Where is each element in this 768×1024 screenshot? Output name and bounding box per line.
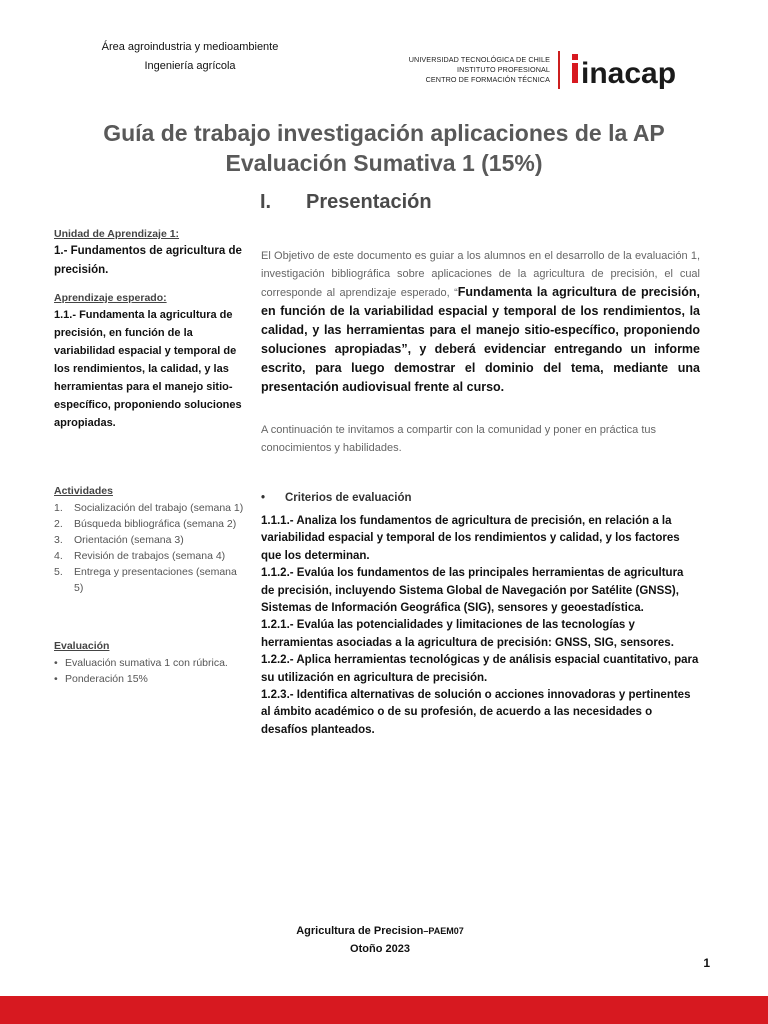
evaluacion-list	[54, 655, 244, 687]
title-line-2: Evaluación Sumativa 1 (15%)	[225, 150, 543, 176]
footer-brand-bar	[0, 996, 768, 1024]
unidad-label: Unidad de Aprendizaje 1:	[54, 228, 180, 240]
criterios-title: Criterios de evaluación	[285, 492, 412, 504]
criterio-item: 1.2.1.- Evalúa las potencialidades y limitaciones de las tecnologías y herramientas asociadas a la agricultura de precisión: GNSS, SIG, sensores.	[261, 619, 674, 649]
criterio-item: 1.1.2.- Evalúa los fundamentos de las principales herramientas de agricultura de precisión, incluyendo Sistema Global de Navegación por Satélite (GNSS), Sistemas de Información Geográfica (SIG), sensores y geoestadística.	[261, 567, 684, 615]
list-item	[54, 655, 244, 671]
list-item	[54, 516, 244, 532]
logo-text: inacap	[581, 57, 677, 90]
section-number: I.	[260, 191, 272, 213]
actividades-label: Actividades	[54, 485, 113, 497]
university-line: UNIVERSIDAD TECNOLÓGICA DE CHILE	[408, 55, 550, 64]
list-item	[54, 500, 244, 516]
criterio-item: 1.2.2.- Aplica herramientas tecnológicas y de análisis espacial cuantitativo, para su utilización en agricultura de precisión.	[261, 654, 699, 684]
objective-intro: El Objetivo de este documento es guiar a los alumnos en el desarrollo de la evaluación 1, investigación bibliográfica sobre aplicaciones de la agricultura de precisión, el cual corresponde al aprendizaje esperado, “	[261, 250, 700, 299]
footer-term: Otoño 2023	[350, 943, 410, 955]
page-footer	[230, 922, 530, 958]
criterio-item: 1.2.3.- Identifica alternativas de solución o acciones innovadoras y pertinentes al ámbito académico o de su profesión, de acuerdo a las necesidades o desafíos planteados.	[261, 689, 691, 736]
bullet-icon: •	[54, 657, 58, 669]
item-text: Revisión de trabajos (semana 4)	[74, 550, 226, 562]
header-area: Área agroindustria y medioambiente	[101, 41, 279, 53]
section-title: Presentación	[306, 191, 432, 213]
item-text: Ponderación 15%	[65, 673, 148, 685]
list-item	[54, 564, 244, 596]
university-lines	[380, 55, 550, 85]
item-text: Entrega y presentaciones (semana 5)	[74, 566, 237, 594]
item-number: 2.	[54, 518, 63, 530]
page-number: 1	[703, 956, 710, 970]
bullet-icon: •	[261, 492, 266, 504]
aprendizaje-text: 1.1.- Fundamenta la agricultura de precisión, en función de la variabilidad espacial y temporal de los rendimientos, la calidad, y las herramientas para el manejo sitio-específico, proponiendo soluciones apropiadas.	[54, 309, 242, 429]
item-text: Socialización del trabajo (semana 1)	[74, 502, 244, 514]
item-text: Evaluación sumativa 1 con rúbrica.	[65, 657, 228, 669]
list-item	[54, 548, 244, 564]
header-program: Ingeniería agrícola	[144, 60, 236, 72]
aprendizaje-label: Aprendizaje esperado:	[54, 292, 167, 304]
item-text: Búsqueda bibliográfica (semana 2)	[74, 518, 237, 530]
item-text: Orientación (semana 3)	[74, 534, 184, 546]
criterios-heading	[261, 492, 700, 504]
title-line-1: Guía de trabajo investigación aplicaciones de la AP	[103, 120, 665, 146]
criterios-list	[261, 513, 700, 739]
item-number: 4.	[54, 550, 63, 562]
header-separator	[558, 51, 560, 89]
list-item	[54, 671, 244, 687]
objective-emphasis: Fundamenta la agricultura de precisión, en función de la variabilidad espacial y temporal de los rendimientos, la calidad, y las herramientas para el manejo sitio-específico, proponiendo soluciones apropiadas”, y deberá evidenciar entregando un informe escrito, para luego demostrar el dominio del tema, mediante una presentación audiovisual frente al curso.	[261, 285, 701, 394]
section-heading	[260, 191, 432, 214]
list-item	[54, 532, 244, 548]
document-title	[84, 118, 684, 178]
actividades-list	[54, 500, 244, 596]
invitation-paragraph: A continuación te invitamos a compartir con la comunidad y poner en práctica tus conocimientos y habilidades.	[261, 424, 656, 454]
university-line: INSTITUTO PROFESIONAL	[456, 65, 550, 74]
footer-course: Agricultura de Precision	[296, 925, 424, 937]
inacap-logo	[572, 51, 712, 93]
main-content	[261, 247, 700, 739]
bullet-icon: •	[54, 673, 58, 685]
item-number: 5.	[54, 566, 63, 578]
objective-paragraph	[261, 247, 700, 397]
header-area-block	[60, 38, 320, 76]
sidebar	[54, 228, 244, 687]
evaluacion-label: Evaluación	[54, 640, 110, 652]
item-number: 3.	[54, 534, 63, 546]
item-number: 1.	[54, 502, 63, 514]
criterio-item: 1.1.1.- Analiza los fundamentos de agricultura de precisión, en relación a la variabilidad espacial y temporal de los rendimientos y calidad, y los factores que los determinan.	[261, 515, 680, 562]
university-line: CENTRO DE FORMACIÓN TÉCNICA	[425, 75, 550, 84]
unidad-text: 1.- Fundamentos de agricultura de precisión.	[54, 245, 242, 276]
footer-code: –PAEM07	[423, 926, 464, 936]
